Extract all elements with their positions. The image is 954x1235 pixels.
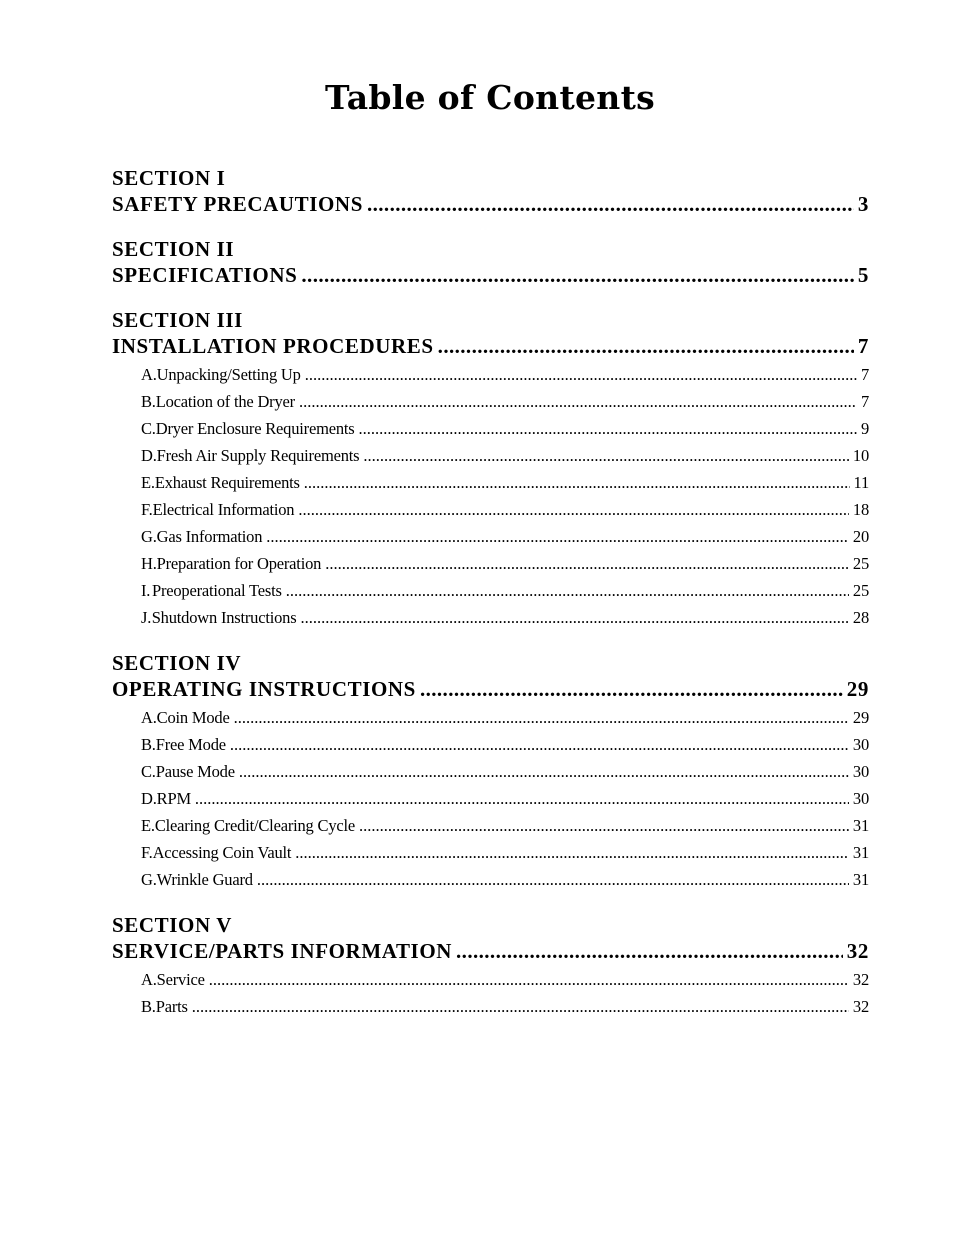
entry-title: Preparation for Operation	[156, 554, 322, 573]
entry-letter: C.	[141, 419, 156, 438]
entry-letter: A.	[141, 708, 157, 727]
page-number: 7	[860, 365, 869, 384]
dot-leader	[358, 415, 856, 442]
toc-entry[interactable]	[112, 704, 869, 731]
page-number: 32	[846, 939, 869, 963]
entry-title: Electrical Information	[152, 500, 295, 519]
entry-title: Shutdown Instructions	[151, 608, 297, 627]
entry-letter: A.	[141, 365, 157, 384]
dot-leader	[299, 388, 857, 415]
page-number: 20	[852, 527, 869, 546]
page-number: 7	[860, 392, 869, 411]
section-heading: INSTALLATION PROCEDURES	[112, 334, 434, 358]
page-number: 30	[852, 789, 869, 808]
toc-section-4	[112, 650, 869, 893]
entry-letter: G.	[141, 527, 157, 546]
toc-entry[interactable]	[112, 550, 869, 577]
page-number: 31	[852, 816, 869, 835]
toc-entry[interactable]	[112, 785, 869, 812]
entry-letter: G.	[141, 870, 157, 889]
dot-leader	[363, 442, 849, 469]
section-heading-link[interactable]	[112, 333, 869, 359]
entry-title: Location of the Dryer	[155, 392, 295, 411]
dot-leader	[195, 785, 849, 812]
page-number: 11	[853, 473, 869, 492]
toc-entry[interactable]	[112, 577, 869, 604]
page-number: 28	[852, 608, 869, 627]
section-heading: SPECIFICATIONS	[112, 263, 298, 287]
section-label: SECTION II	[112, 237, 235, 261]
entry-letter: B.	[141, 997, 156, 1016]
toc-entry[interactable]	[112, 523, 869, 550]
entry-title: Coin Mode	[156, 708, 230, 727]
toc-section-2	[112, 236, 869, 288]
page-number: 29	[852, 708, 869, 727]
entry-title: Preoperational Tests	[151, 581, 282, 600]
page-number: 30	[852, 735, 869, 754]
entry-letter: H.	[141, 554, 157, 573]
page-number: 31	[852, 870, 869, 889]
page-number: 18	[852, 500, 869, 519]
section-heading: OPERATING INSTRUCTIONS	[112, 677, 416, 701]
entry-title: Accessing Coin Vault	[152, 843, 292, 862]
dot-leader	[301, 262, 854, 288]
toc-section-1	[112, 165, 869, 217]
toc-entry[interactable]	[112, 496, 869, 523]
section-heading-link[interactable]	[112, 676, 869, 702]
toc-entry[interactable]	[112, 361, 869, 388]
page-number: 5	[857, 263, 869, 287]
dot-leader	[209, 966, 849, 993]
entry-letter: C.	[141, 762, 156, 781]
entry-title: Exhaust Requirements	[154, 473, 300, 492]
page-number: 32	[852, 970, 869, 989]
page-number: 32	[852, 997, 869, 1016]
entry-letter: D.	[141, 789, 157, 808]
entry-title: Free Mode	[155, 735, 226, 754]
dot-leader	[286, 577, 849, 604]
dot-leader	[230, 731, 849, 758]
dot-leader	[359, 812, 849, 839]
page-number: 25	[852, 581, 869, 600]
toc-entry[interactable]	[112, 604, 869, 631]
toc-entry[interactable]	[112, 442, 869, 469]
entry-title: Fresh Air Supply Requirements	[156, 446, 360, 465]
page-number: 30	[852, 762, 869, 781]
section-heading-link[interactable]	[112, 191, 869, 217]
toc-entry[interactable]	[112, 812, 869, 839]
page-title: Table of Contents	[325, 78, 655, 117]
toc-entry[interactable]	[112, 966, 869, 993]
dot-leader	[257, 866, 849, 893]
dot-leader	[298, 496, 849, 523]
entry-title: Service	[156, 970, 205, 989]
entry-letter: B.	[141, 392, 156, 411]
section-label: SECTION IV	[112, 651, 242, 675]
dot-leader	[266, 523, 849, 550]
toc-entry[interactable]	[112, 469, 869, 496]
toc-entry[interactable]	[112, 866, 869, 893]
toc-section-3	[112, 307, 869, 631]
dot-leader	[300, 604, 848, 631]
toc-entry[interactable]	[112, 758, 869, 785]
entry-letter: E.	[141, 473, 155, 492]
page-number: 10	[852, 446, 869, 465]
entry-letter: B.	[141, 735, 156, 754]
toc-entry[interactable]	[112, 388, 869, 415]
entry-letter: F.	[141, 500, 153, 519]
page-number: 25	[852, 554, 869, 573]
toc-entry[interactable]	[112, 993, 869, 1020]
toc-entry[interactable]	[112, 839, 869, 866]
section-label: SECTION V	[112, 913, 232, 937]
section-heading-link[interactable]	[112, 262, 869, 288]
entry-title: RPM	[156, 789, 191, 808]
entry-letter: E.	[141, 816, 155, 835]
dot-leader	[192, 993, 849, 1020]
dot-leader	[420, 676, 843, 702]
entry-letter: F.	[141, 843, 153, 862]
entry-title: Parts	[155, 997, 188, 1016]
section-heading-link[interactable]	[112, 938, 869, 964]
dot-leader	[456, 938, 843, 964]
dot-leader	[234, 704, 849, 731]
page-number: 9	[860, 419, 869, 438]
section-label: SECTION III	[112, 308, 243, 332]
section-heading: SAFETY PRECAUTIONS	[112, 192, 363, 216]
entry-title: Wrinkle Guard	[156, 870, 253, 889]
section-label: SECTION I	[112, 166, 226, 190]
page-number: 7	[857, 334, 869, 358]
page-number: 29	[846, 677, 869, 701]
entry-letter: D.	[141, 446, 157, 465]
entry-title: Gas Information	[156, 527, 263, 546]
entry-title: Pause Mode	[155, 762, 235, 781]
entry-title: Unpacking/Setting Up	[156, 365, 301, 384]
dot-leader	[239, 758, 849, 785]
section-heading: SERVICE/PARTS INFORMATION	[112, 939, 453, 963]
page-number: 3	[857, 192, 869, 216]
page-number: 31	[852, 843, 869, 862]
entry-letter: J.	[141, 608, 152, 627]
toc-section-5	[112, 912, 869, 1020]
table-of-contents	[112, 165, 869, 1039]
entry-title: Dryer Enclosure Requirements	[155, 419, 355, 438]
dot-leader	[295, 839, 849, 866]
toc-entry[interactable]	[112, 731, 869, 758]
entry-title: Clearing Credit/Clearing Cycle	[154, 816, 356, 835]
dot-leader	[325, 550, 849, 577]
dot-leader	[438, 333, 854, 359]
dot-leader	[305, 361, 857, 388]
toc-entry[interactable]	[112, 415, 869, 442]
entry-letter: I.	[141, 581, 151, 600]
dot-leader	[367, 191, 854, 217]
entry-letter: A.	[141, 970, 157, 989]
dot-leader	[304, 469, 850, 496]
